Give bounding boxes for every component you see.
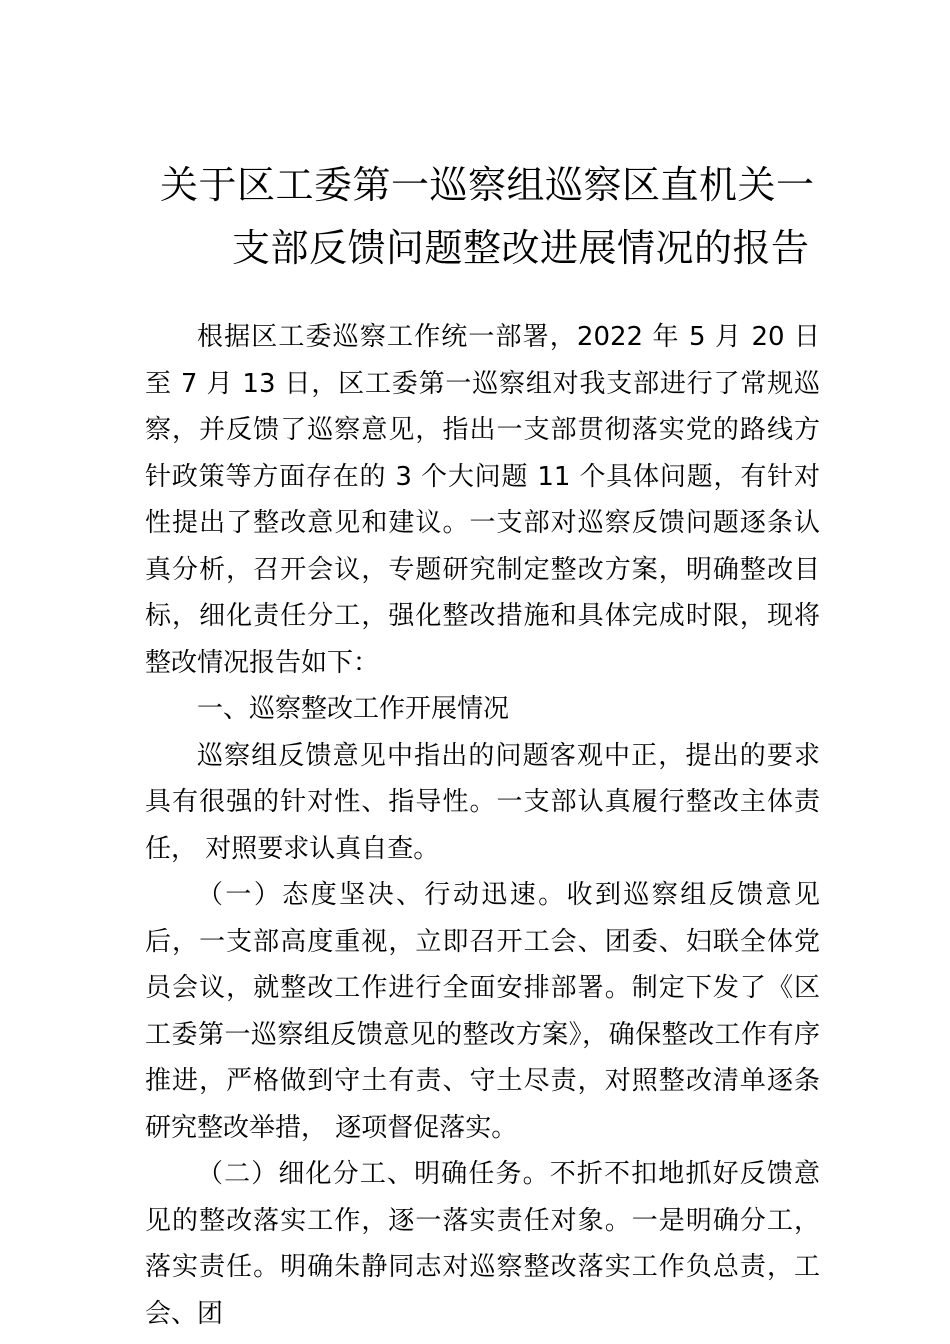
paragraph-intro: 根据区工委巡察工作统一部署，2022 年 5 月 20 日至 7 月 13 日，区工委第一巡察组对我支部进行了常规巡察，并反馈了巡察意见，指出一支部贯彻落实党的路线方针政策等方面存在的 3 个大问题 11 个具体问题，有针对性提出了整改意见和建议。一支部对巡察反馈问题逐条认真分析，召开会议，专题研究制定整改方案，明确整改目标，细化责任分工，强化整改措施和具体完成时限，现将整改情况报告如下：	[145, 322, 820, 678]
document-body	[145, 314, 820, 1337]
document-title-line-2: 支部反馈问题整改进展情况的报告	[232, 226, 810, 270]
section-heading-1: 一、巡察整改工作开展情况	[197, 694, 510, 724]
paragraph-item-1: （一）态度坚决、行动迅速。收到巡察组反馈意见后，一支部高度重视，立即召开工会、团委、妇联全体党员会议，就整改工作进行全面安排部署。制定下发了《区工委第一巡察组反馈意见的整改方案》，确保整改工作有序推进，严格做到守土有责、守土尽责，对照整改清单逐条研究整改举措， 逐项督促落实。	[145, 880, 820, 1143]
paragraph-section-1-intro: 巡察组反馈意见中指出的问题客观中正，提出的要求具有很强的针对性、指导性。一支部认真履行整改主体责任， 对照要求认真自查。	[145, 740, 820, 864]
document-title-line-1: 关于区工委第一巡察组巡察区直机关一	[160, 163, 815, 207]
paragraph-item-2: （二）细化分工、明确任务。不折不扣地抓好反馈意见的整改落实工作，逐一落实责任对象。一是明确分工，落实责任。明确朱静同志对巡察整改落实工作负总责，工会、团	[145, 1159, 820, 1329]
